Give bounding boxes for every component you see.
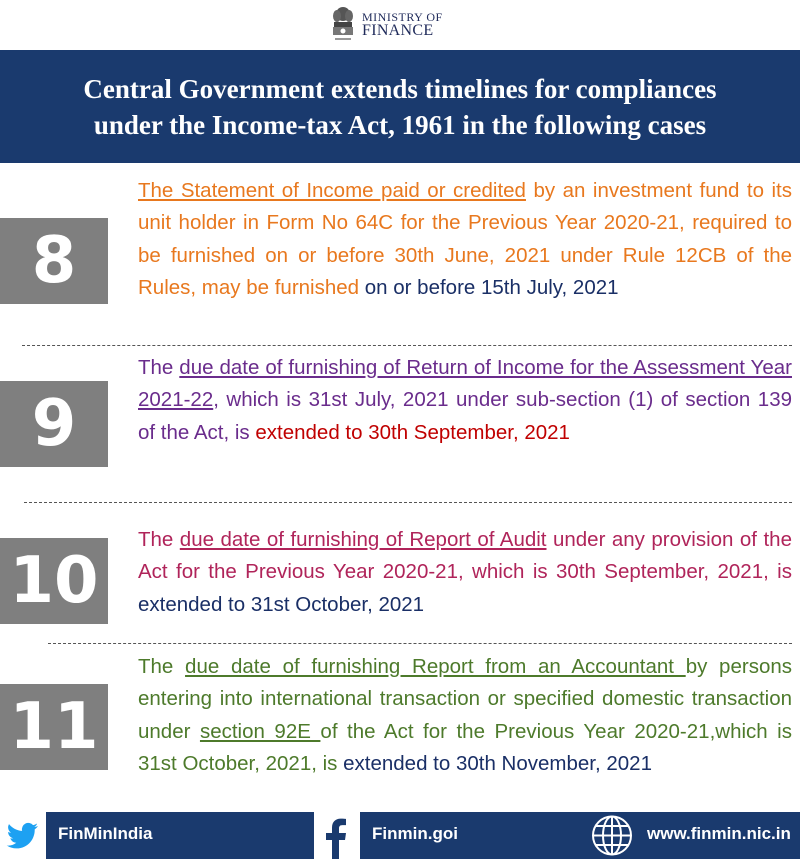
title-line2: under the Income-tax Act, 1961 in the following cases [93, 110, 707, 140]
item-9-body: , which is 31st July, 2021 under sub-section (1) of section 139 of the Act, is [138, 388, 792, 444]
item-9-text: The due date of furnishing of Return of Income for the Assessment Year 2021-22, which is 31st July, 2021 under sub-section (1) of section 139 of the Act, is extended to 30th September, 2021 [138, 356, 792, 444]
footer-bar [0, 812, 800, 859]
item-number-9: 9 [0, 381, 108, 467]
logo-line2: FINANCE [362, 22, 434, 39]
item-10-body: under any provision of the Act for the Previous Year 2020-21, which is 30th September, 2021, is [138, 528, 792, 584]
ministry-logo [330, 4, 443, 46]
item-11-highlight: due date of furnishing Report from an Accountant [185, 655, 686, 678]
national-emblem-icon [330, 5, 356, 45]
logo-line1: MINISTRY OF [362, 10, 443, 24]
item-10-deadline: extended to 31st October, 2021 [138, 592, 425, 616]
item-number-11: 11 [0, 684, 108, 770]
twitter-icon[interactable] [0, 812, 46, 859]
item-11-deadline: extended to 30th November, 2021 [343, 751, 652, 775]
title-line1: Central Government extends timelines for compliances [83, 74, 717, 104]
item-8-highlight: The Statement of Income paid or credited [138, 179, 526, 202]
item-8-deadline: on or before 15th July, 2021 [364, 275, 619, 299]
item-number-10: 10 [0, 538, 108, 624]
item-11-text: The due date of furnishing Report from an Accountant by persons entering into international transaction or specified domestic transaction under section 92E of the Act for the Previous Year 2020-21,which is 31st October, 2021, is extended to 30th November, 2021 [138, 655, 792, 775]
item-11-section: section 92E [199, 719, 321, 743]
item-8-text [138, 175, 792, 304]
facebook-icon[interactable] [314, 812, 360, 859]
twitter-handle[interactable]: FinMinIndia [58, 824, 153, 843]
divider [22, 345, 792, 346]
item-9-deadline: extended to 30th September, 2021 [255, 420, 570, 444]
divider [24, 502, 792, 503]
page-title [0, 50, 800, 163]
item-number-8: 8 [0, 218, 108, 304]
item-11-body: of the Act for the Previous Year 2020-21,which is 31st October, 2021, is [138, 719, 792, 775]
item-10-text: The due date of furnishing of Report of Audit under any provision of the Act for the Previous Year 2020-21, which is 30th September, 2021, is extended to 31st October, 2021 [138, 528, 792, 616]
facebook-handle[interactable]: Finmin.goi [372, 824, 458, 843]
item-9-highlight: due date of furnishing of Return of Income for the Assessment Year 2021-22 [138, 356, 792, 412]
globe-icon[interactable] [590, 814, 634, 857]
divider [48, 643, 792, 644]
item-10-highlight: due date of furnishing of Report of Audit [179, 528, 547, 551]
website-link[interactable]: www.finmin.nic.in [647, 824, 791, 843]
item-8-body: by an investment fund to its unit holder in Form No 64C for the Previous Year 2020-21, required to be furnished on or before 30th June, 2021 under Rule 12CB of the Rules, may be furnished [138, 179, 792, 299]
